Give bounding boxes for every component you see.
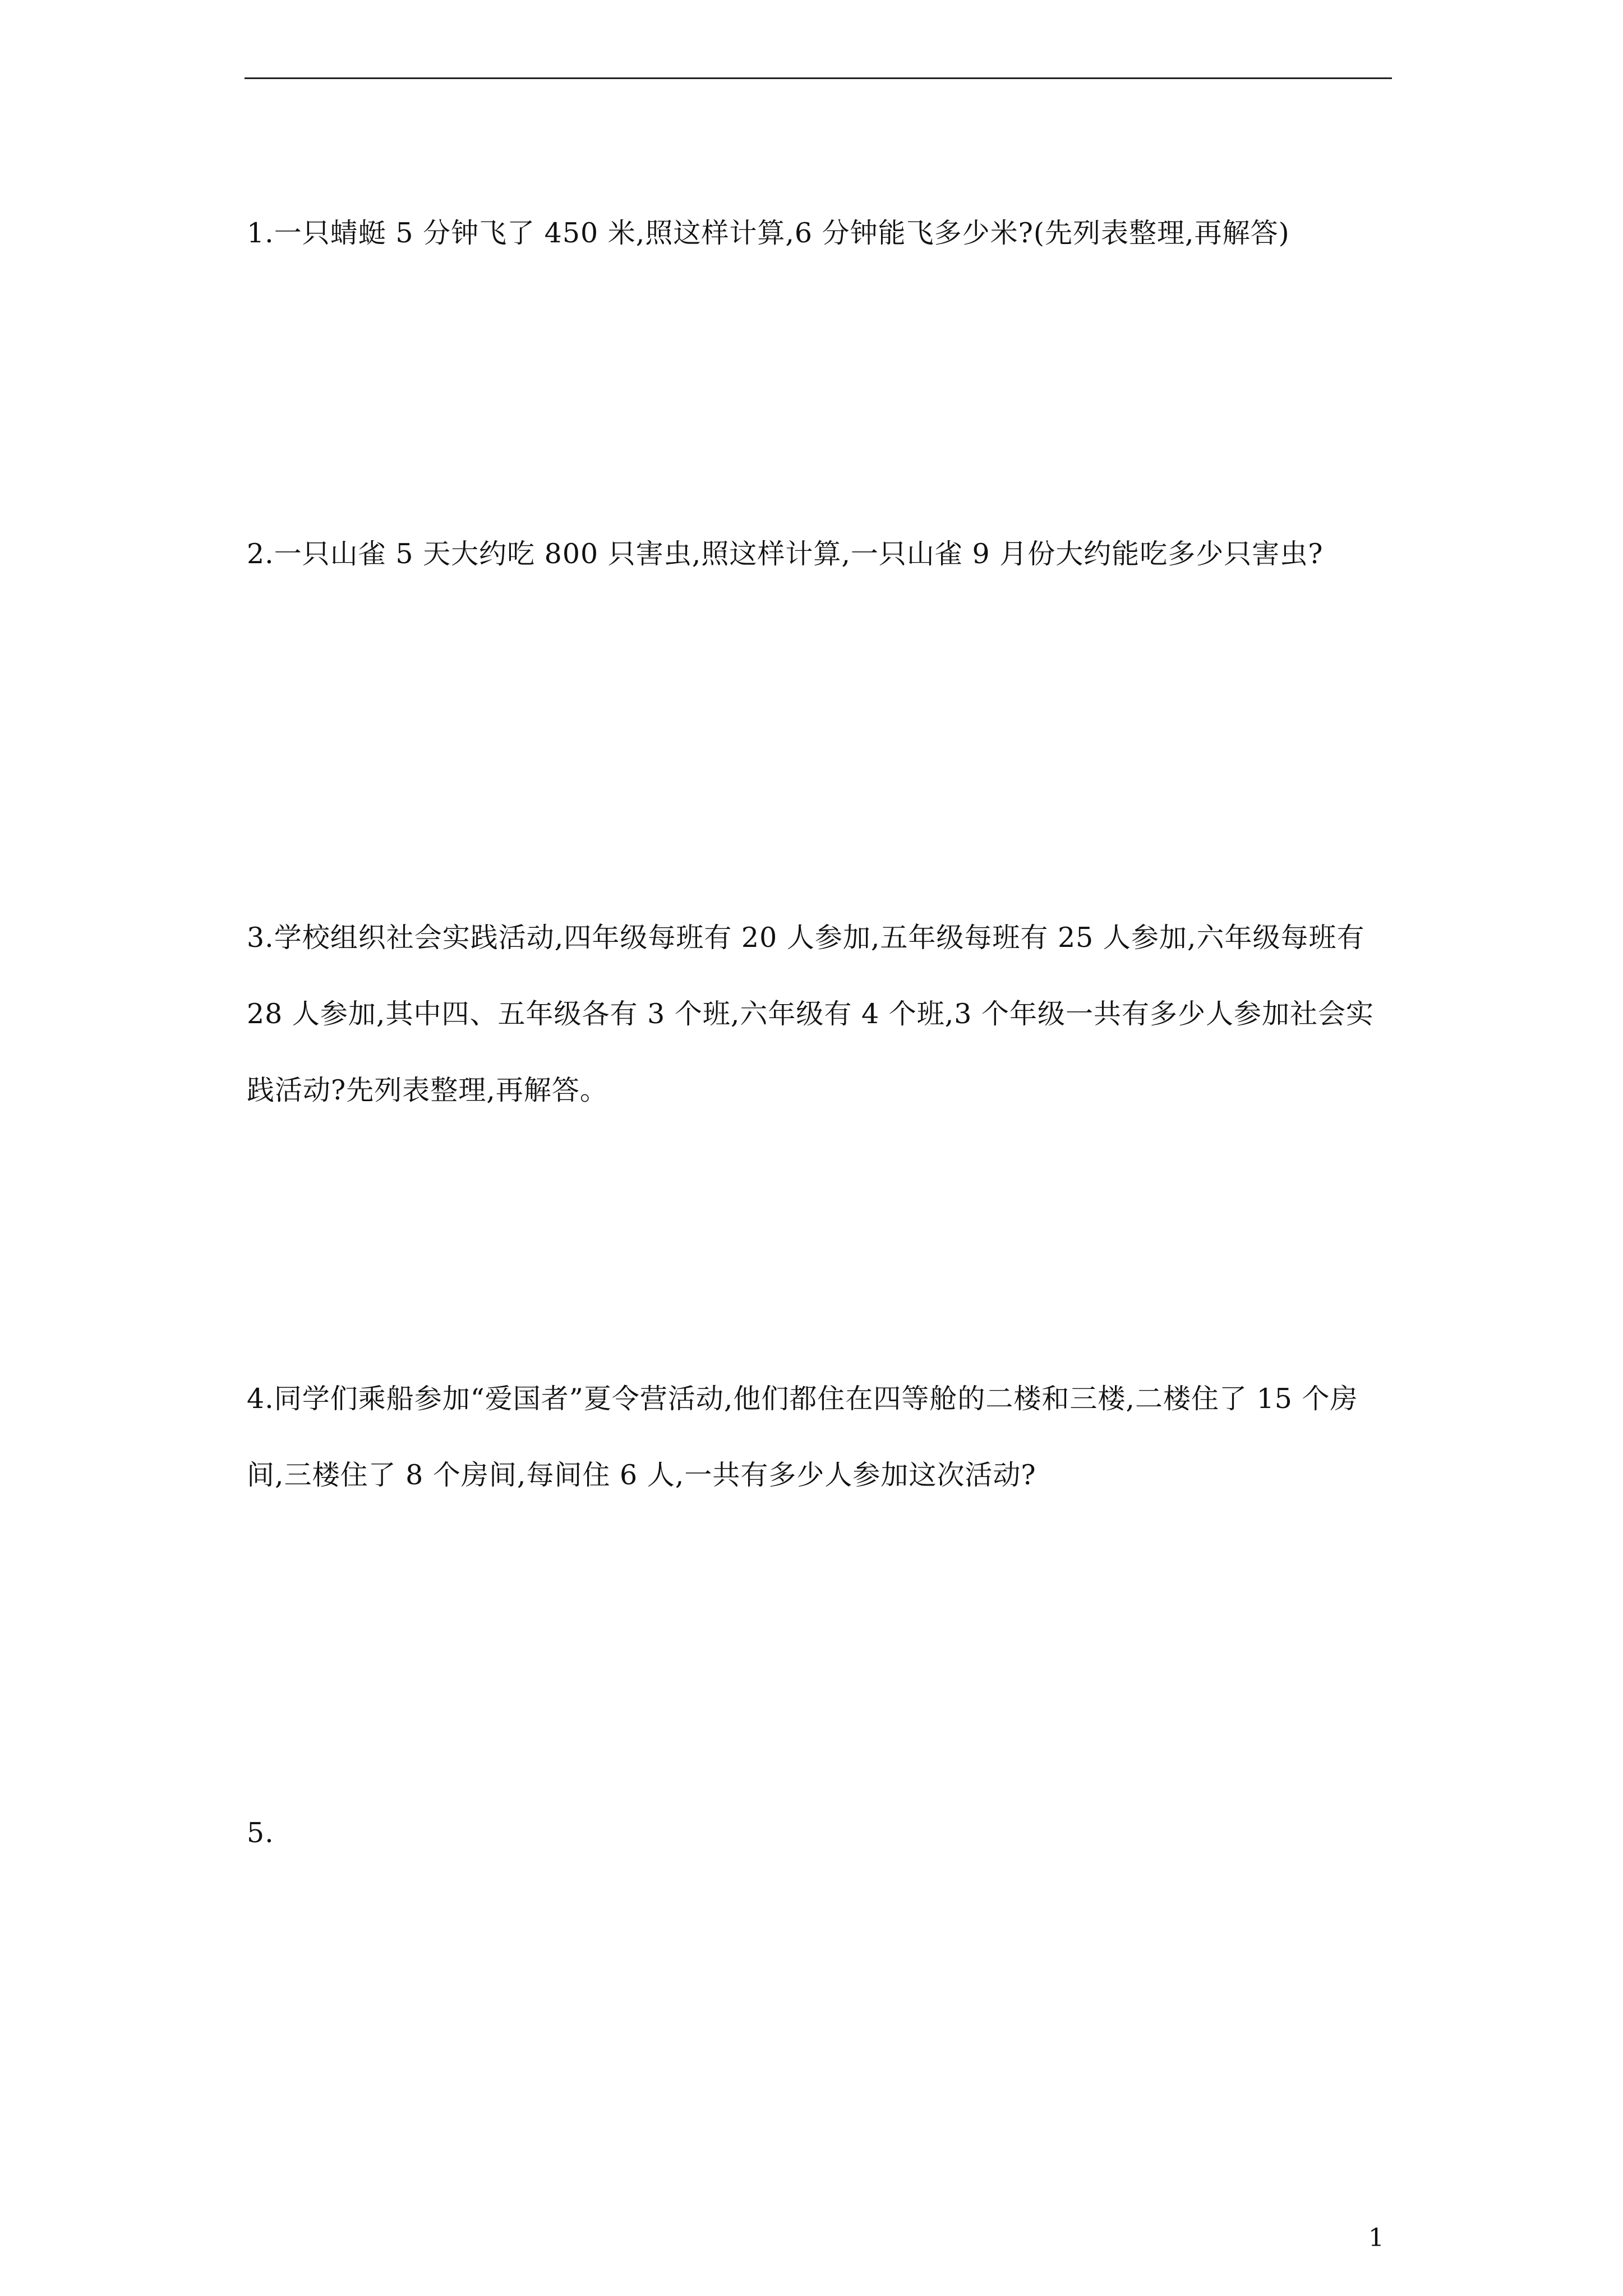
question-3: 3.学校组织社会实践活动,四年级每班有 20 人参加,五年级每班有 25 人参加,六年级每班有 28 人参加,其中四、五年级各有 3 个班,六年级有 4 个班,3 个年级一共有多少人参加社会实践活动?先列表整理,再解答。 (247, 922, 1375, 1106)
question-4: 4.同学们乘船参加“爱国者”夏令营活动,他们都住在四等舱的二楼和三楼,二楼住了 15 个房间,三楼住了 8 个房间,每间住 6 人,一共有多少人参加这次活动? (247, 1383, 1358, 1491)
question-5: 5. (247, 1817, 274, 1849)
question-2: 2.一只山雀 5 天大约吃 800 只害虫,照这样计算,一只山雀 9 月份大约能吃多少只害虫? (247, 538, 1324, 570)
question-1: 1.一只蜻蜓 5 分钟飞了 450 米,照这样计算,6 分钟能飞多少米?(先列表整理,再解答) (247, 217, 1290, 249)
header-rule (245, 77, 1392, 79)
page-number: 1 (1368, 2224, 1384, 2252)
